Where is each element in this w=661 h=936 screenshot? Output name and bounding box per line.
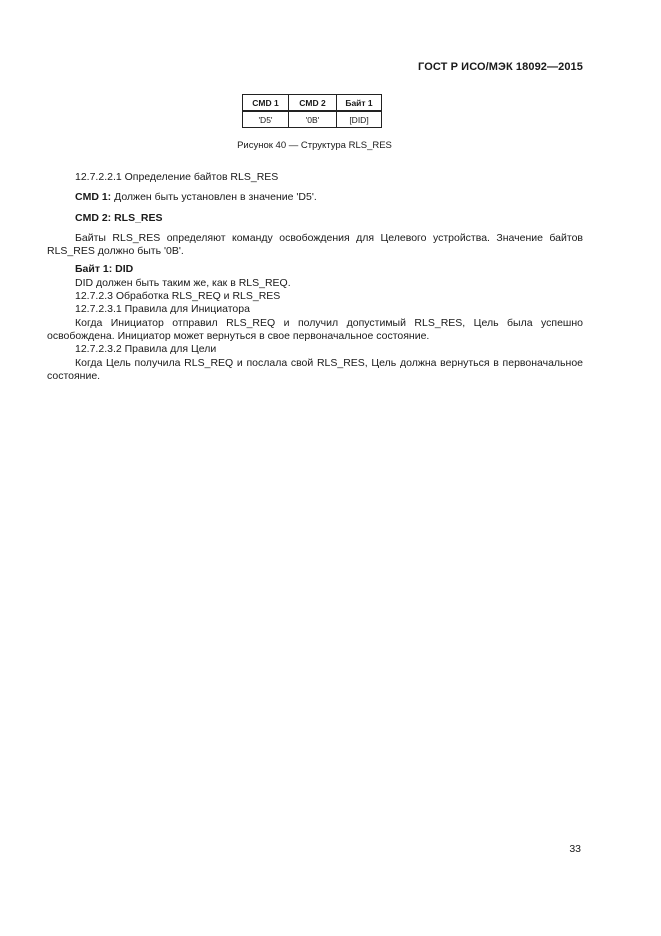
paragraph-target-rules: Когда Цель получила RLS_REQ и послала свой RLS_RES, Цель должна вернуться в первоначальное состояние.	[47, 356, 583, 382]
byte1-label: Байт 1: DID	[75, 263, 134, 276]
rls-res-structure-table	[242, 94, 382, 128]
figure-caption: Рисунок 40 — Структура RLS_RES	[237, 140, 392, 151]
table-cell-cmd2: '0B'	[289, 111, 337, 128]
cmd1-text: Должен быть установлен в значение 'D5'.	[111, 191, 317, 204]
section-heading-target-rules: 12.7.2.3.2 Правила для Цели	[75, 343, 217, 356]
paragraph-did: DID должен быть таким же, как в RLS_REQ.	[75, 276, 291, 289]
body-text	[47, 171, 583, 383]
table-header-cmd2: CMD 2	[289, 95, 337, 112]
table-row	[243, 111, 382, 128]
paragraph-initiator-rules: Когда Инициатор отправил RLS_REQ и получил допустимый RLS_RES, Цель была успешно освобождена. Инициатор может вернуться в свое первоначальное состояние.	[47, 316, 583, 342]
page-header-standard: ГОСТ Р ИСО/МЭК 18092—2015	[418, 61, 583, 73]
table-cell-cmd1: 'D5'	[243, 111, 289, 128]
section-heading-processing: 12.7.2.3 Обработка RLS_REQ и RLS_RES	[75, 290, 281, 303]
cmd2-label: CMD 2: RLS_RES	[75, 211, 163, 224]
cmd1-label: CMD 1:	[75, 191, 112, 204]
paragraph-byte1	[47, 263, 583, 276]
section-heading-initiator-rules: 12.7.2.3.1 Правила для Инициатора	[75, 303, 250, 316]
table-cell-byte1: [DID]	[337, 111, 382, 128]
section-heading-byte-definition: 12.7.2.2.1 Определение байтов RLS_RES	[75, 171, 279, 183]
page-number: 33	[569, 843, 581, 855]
table-header-cmd1: CMD 1	[243, 95, 289, 112]
paragraph-cmd2	[47, 212, 583, 225]
table-header-byte1: Байт 1	[337, 95, 382, 112]
paragraph-bytes-description: Байты RLS_RES определяют команду освобождения для Целевого устройства. Значение байтов RLS_RES должно быть '0B'.	[47, 231, 583, 258]
table-header-row	[243, 95, 382, 112]
paragraph-cmd1	[47, 191, 583, 204]
